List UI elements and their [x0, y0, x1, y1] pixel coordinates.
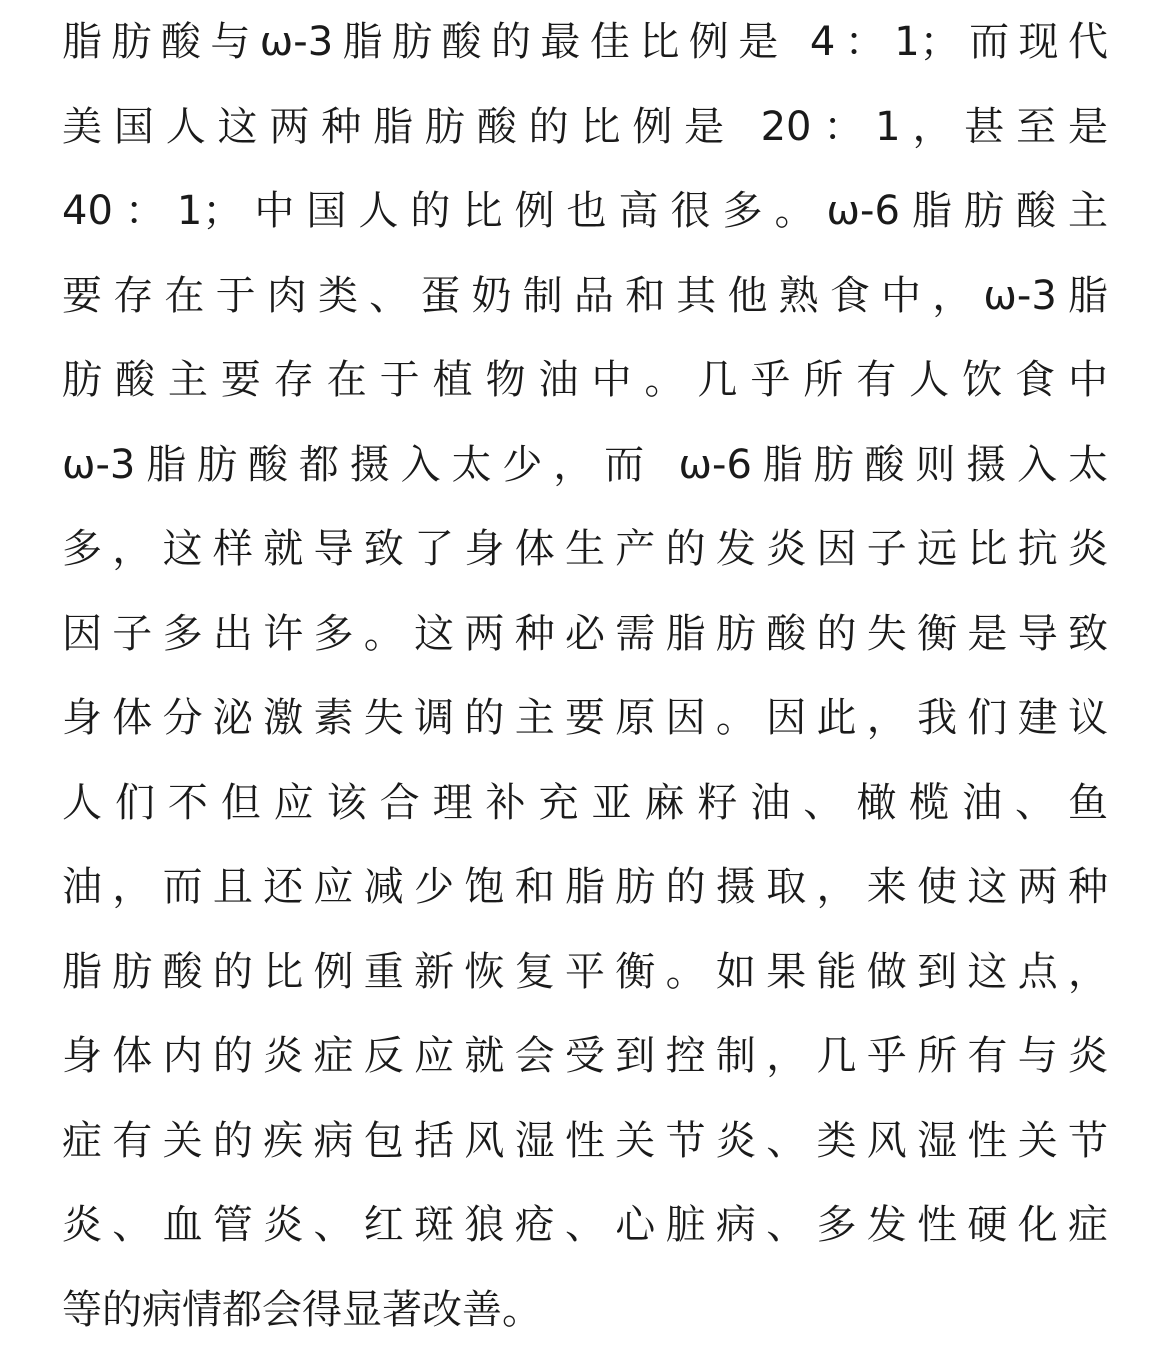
text-line: 脂肪酸的比例重新恢复平衡。如果能做到这点，: [62, 930, 1108, 1015]
text-line: 油，而且还应减少饱和脂肪的摄取，来使这两种: [62, 845, 1108, 930]
text-line: 40：1；中国人的比例也高很多。ω-6脂肪酸主: [62, 169, 1108, 254]
text-line: 多，这样就导致了身体生产的发炎因子远比抗炎: [62, 507, 1108, 592]
text-line: 身体分泌激素失调的主要原因。因此，我们建议: [62, 676, 1108, 761]
text-line: 美国人这两种脂肪酸的比例是 20：1，甚至是: [62, 85, 1108, 170]
text-line: 因子多出许多。这两种必需脂肪酸的失衡是导致: [62, 592, 1108, 677]
text-line: ω-3脂肪酸都摄入太少，而 ω-6脂肪酸则摄入太: [62, 423, 1108, 508]
text-line-last: 等的病情都会得显著改善。: [62, 1268, 1108, 1352]
text-line: 炎、血管炎、红斑狼疮、心脏病、多发性硬化症: [62, 1183, 1108, 1268]
text-line: 要存在于肉类、蛋奶制品和其他熟食中，ω-3脂: [62, 254, 1108, 339]
text-line: 症有关的疾病包括风湿性关节炎、类风湿性关节: [62, 1099, 1108, 1184]
text-line: 脂肪酸与ω-3脂肪酸的最佳比例是 4：1；而现代: [62, 0, 1108, 85]
text-line: 人们不但应该合理补充亚麻籽油、橄榄油、鱼: [62, 761, 1108, 846]
article-body: [62, 0, 1108, 1352]
text-line: 身体内的炎症反应就会受到控制，几乎所有与炎: [62, 1014, 1108, 1099]
text-line: 肪酸主要存在于植物油中。几乎所有人饮食中: [62, 338, 1108, 423]
